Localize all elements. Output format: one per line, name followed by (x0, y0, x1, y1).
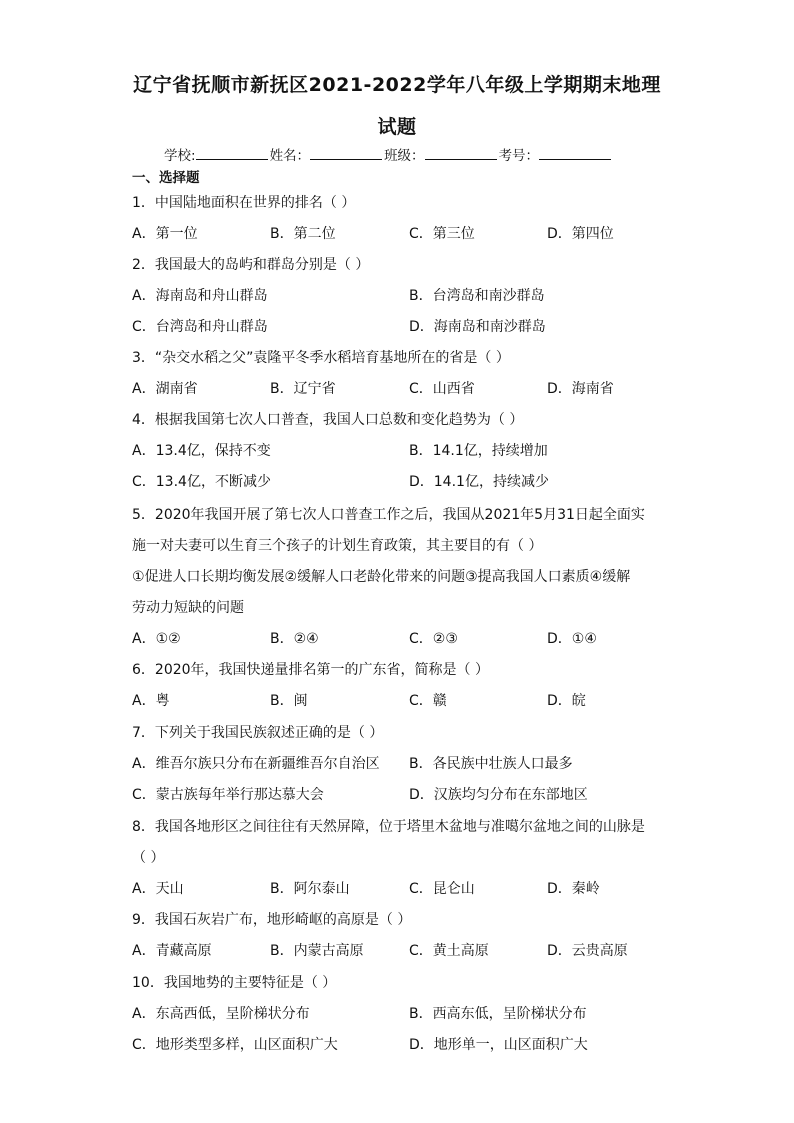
option-5d[interactable]: D．①④ (547, 631, 597, 647)
option-2b[interactable]: B．台湾岛和南沙群岛 (409, 288, 545, 304)
option-10b[interactable]: B．西高东低，呈阶梯状分布 (409, 1006, 587, 1022)
class-label: 班级： (384, 148, 425, 164)
option-7d[interactable]: D．汉族均匀分布在东部地区 (409, 787, 588, 803)
option-1c[interactable]: C．第三位 (409, 226, 475, 242)
option-1d[interactable]: D．第四位 (547, 226, 614, 242)
option-5c[interactable]: C．②③ (409, 631, 458, 647)
question-8-line2: （ ） (132, 850, 165, 866)
question-3: 3．“杂交水稻之父”袁隆平冬季水稻培育基地所在的省是（ ） (132, 350, 510, 366)
option-5a[interactable]: A．①② (132, 631, 181, 647)
option-1b[interactable]: B．第二位 (270, 226, 336, 242)
question-5-statements-line1: ①促进人口长期均衡发展②缓解人口老龄化带来的问题③提高我国人口素质④缓解 (132, 569, 631, 585)
question-9: 9．我国石灰岩广布，地形崎岖的高原是（ ） (132, 912, 412, 928)
option-4c[interactable]: C．13.4亿，不断减少 (132, 474, 271, 490)
option-5b[interactable]: B．②④ (270, 631, 319, 647)
school-label: 学校: (164, 148, 196, 164)
class-blank[interactable] (425, 145, 497, 160)
exam-no-label: 考号： (498, 148, 540, 164)
option-3c[interactable]: C．山西省 (409, 381, 475, 397)
name-label: 姓名： (269, 148, 311, 164)
option-2d[interactable]: D．海南岛和南沙群岛 (409, 319, 546, 335)
option-6c[interactable]: C．赣 (409, 693, 447, 709)
option-9a[interactable]: A．青藏高原 (132, 943, 212, 959)
option-1a[interactable]: A．第一位 (132, 226, 198, 242)
option-10c[interactable]: C．地形类型多样，山区面积广大 (132, 1037, 338, 1053)
option-8a[interactable]: A．天山 (132, 881, 184, 897)
option-6b[interactable]: B．闽 (270, 693, 308, 709)
option-9b[interactable]: B．内蒙古高原 (270, 943, 364, 959)
option-9d[interactable]: D．云贵高原 (547, 943, 628, 959)
option-7c[interactable]: C．蒙古族每年举行那达慕大会 (132, 787, 324, 803)
question-5-statements-line2: 劳动力短缺的问题 (132, 600, 244, 616)
question-4: 4．根据我国第七次人口普查，我国人口总数和变化趋势为（ ） (132, 412, 524, 428)
option-2c[interactable]: C．台湾岛和舟山群岛 (132, 319, 268, 335)
question-2: 2．我国最大的岛屿和群岛分别是（ ） (132, 257, 370, 273)
option-6d[interactable]: D．皖 (547, 693, 586, 709)
option-3d[interactable]: D．海南省 (547, 381, 614, 397)
option-8b[interactable]: B．阿尔泰山 (270, 881, 350, 897)
school-blank[interactable] (196, 145, 268, 160)
question-5-line1: 5．2020年我国开展了第七次人口普查工作之后，我国从2021年5月31日起全面实 (132, 507, 645, 523)
option-2a[interactable]: A．海南岛和舟山群岛 (132, 288, 268, 304)
exam-no-blank[interactable] (539, 145, 611, 160)
option-7a[interactable]: A．维吾尔族只分布在新疆维吾尔自治区 (132, 756, 380, 772)
option-3b[interactable]: B．辽宁省 (270, 381, 336, 397)
page-title-line2: 试题 (377, 116, 417, 138)
option-10d[interactable]: D．地形单一，山区面积广大 (409, 1037, 588, 1053)
option-6a[interactable]: A．粤 (132, 693, 170, 709)
question-8-line1: 8．我国各地形区之间往往有天然屏障，位于塔里木盆地与准噶尔盆地之间的山脉是 (132, 819, 645, 835)
student-info-line (164, 144, 613, 164)
page-title-line1: 辽宁省抚顺市新抚区2021-2022学年八年级上学期期末地理 (133, 74, 661, 96)
option-7b[interactable]: B．各民族中壮族人口最多 (409, 756, 573, 772)
option-4a[interactable]: A．13.4亿，保持不变 (132, 443, 271, 459)
option-8d[interactable]: D．秦岭 (547, 881, 600, 897)
name-blank[interactable] (310, 145, 382, 160)
option-10a[interactable]: A．东高西低，呈阶梯状分布 (132, 1006, 310, 1022)
option-3a[interactable]: A．湖南省 (132, 381, 198, 397)
option-9c[interactable]: C．黄土高原 (409, 943, 489, 959)
option-8c[interactable]: C．昆仑山 (409, 881, 475, 897)
question-10: 10．我国地势的主要特征是（ ） (132, 975, 337, 991)
option-4d[interactable]: D．14.1亿，持续减少 (409, 474, 549, 490)
question-5-line2: 施一对夫妻可以生育三个孩子的计划生育政策，其主要目的有（ ） (132, 538, 543, 554)
question-7: 7．下列关于我国民族叙述正确的是（ ） (132, 725, 384, 741)
section-heading: 一、选择题 (132, 170, 200, 186)
question-6: 6．2020年，我国快递量排名第一的广东省，简称是（ ） (132, 662, 489, 678)
question-1: 1．中国陆地面积在世界的排名（ ） (132, 195, 356, 211)
option-4b[interactable]: B．14.1亿，持续增加 (409, 443, 548, 459)
